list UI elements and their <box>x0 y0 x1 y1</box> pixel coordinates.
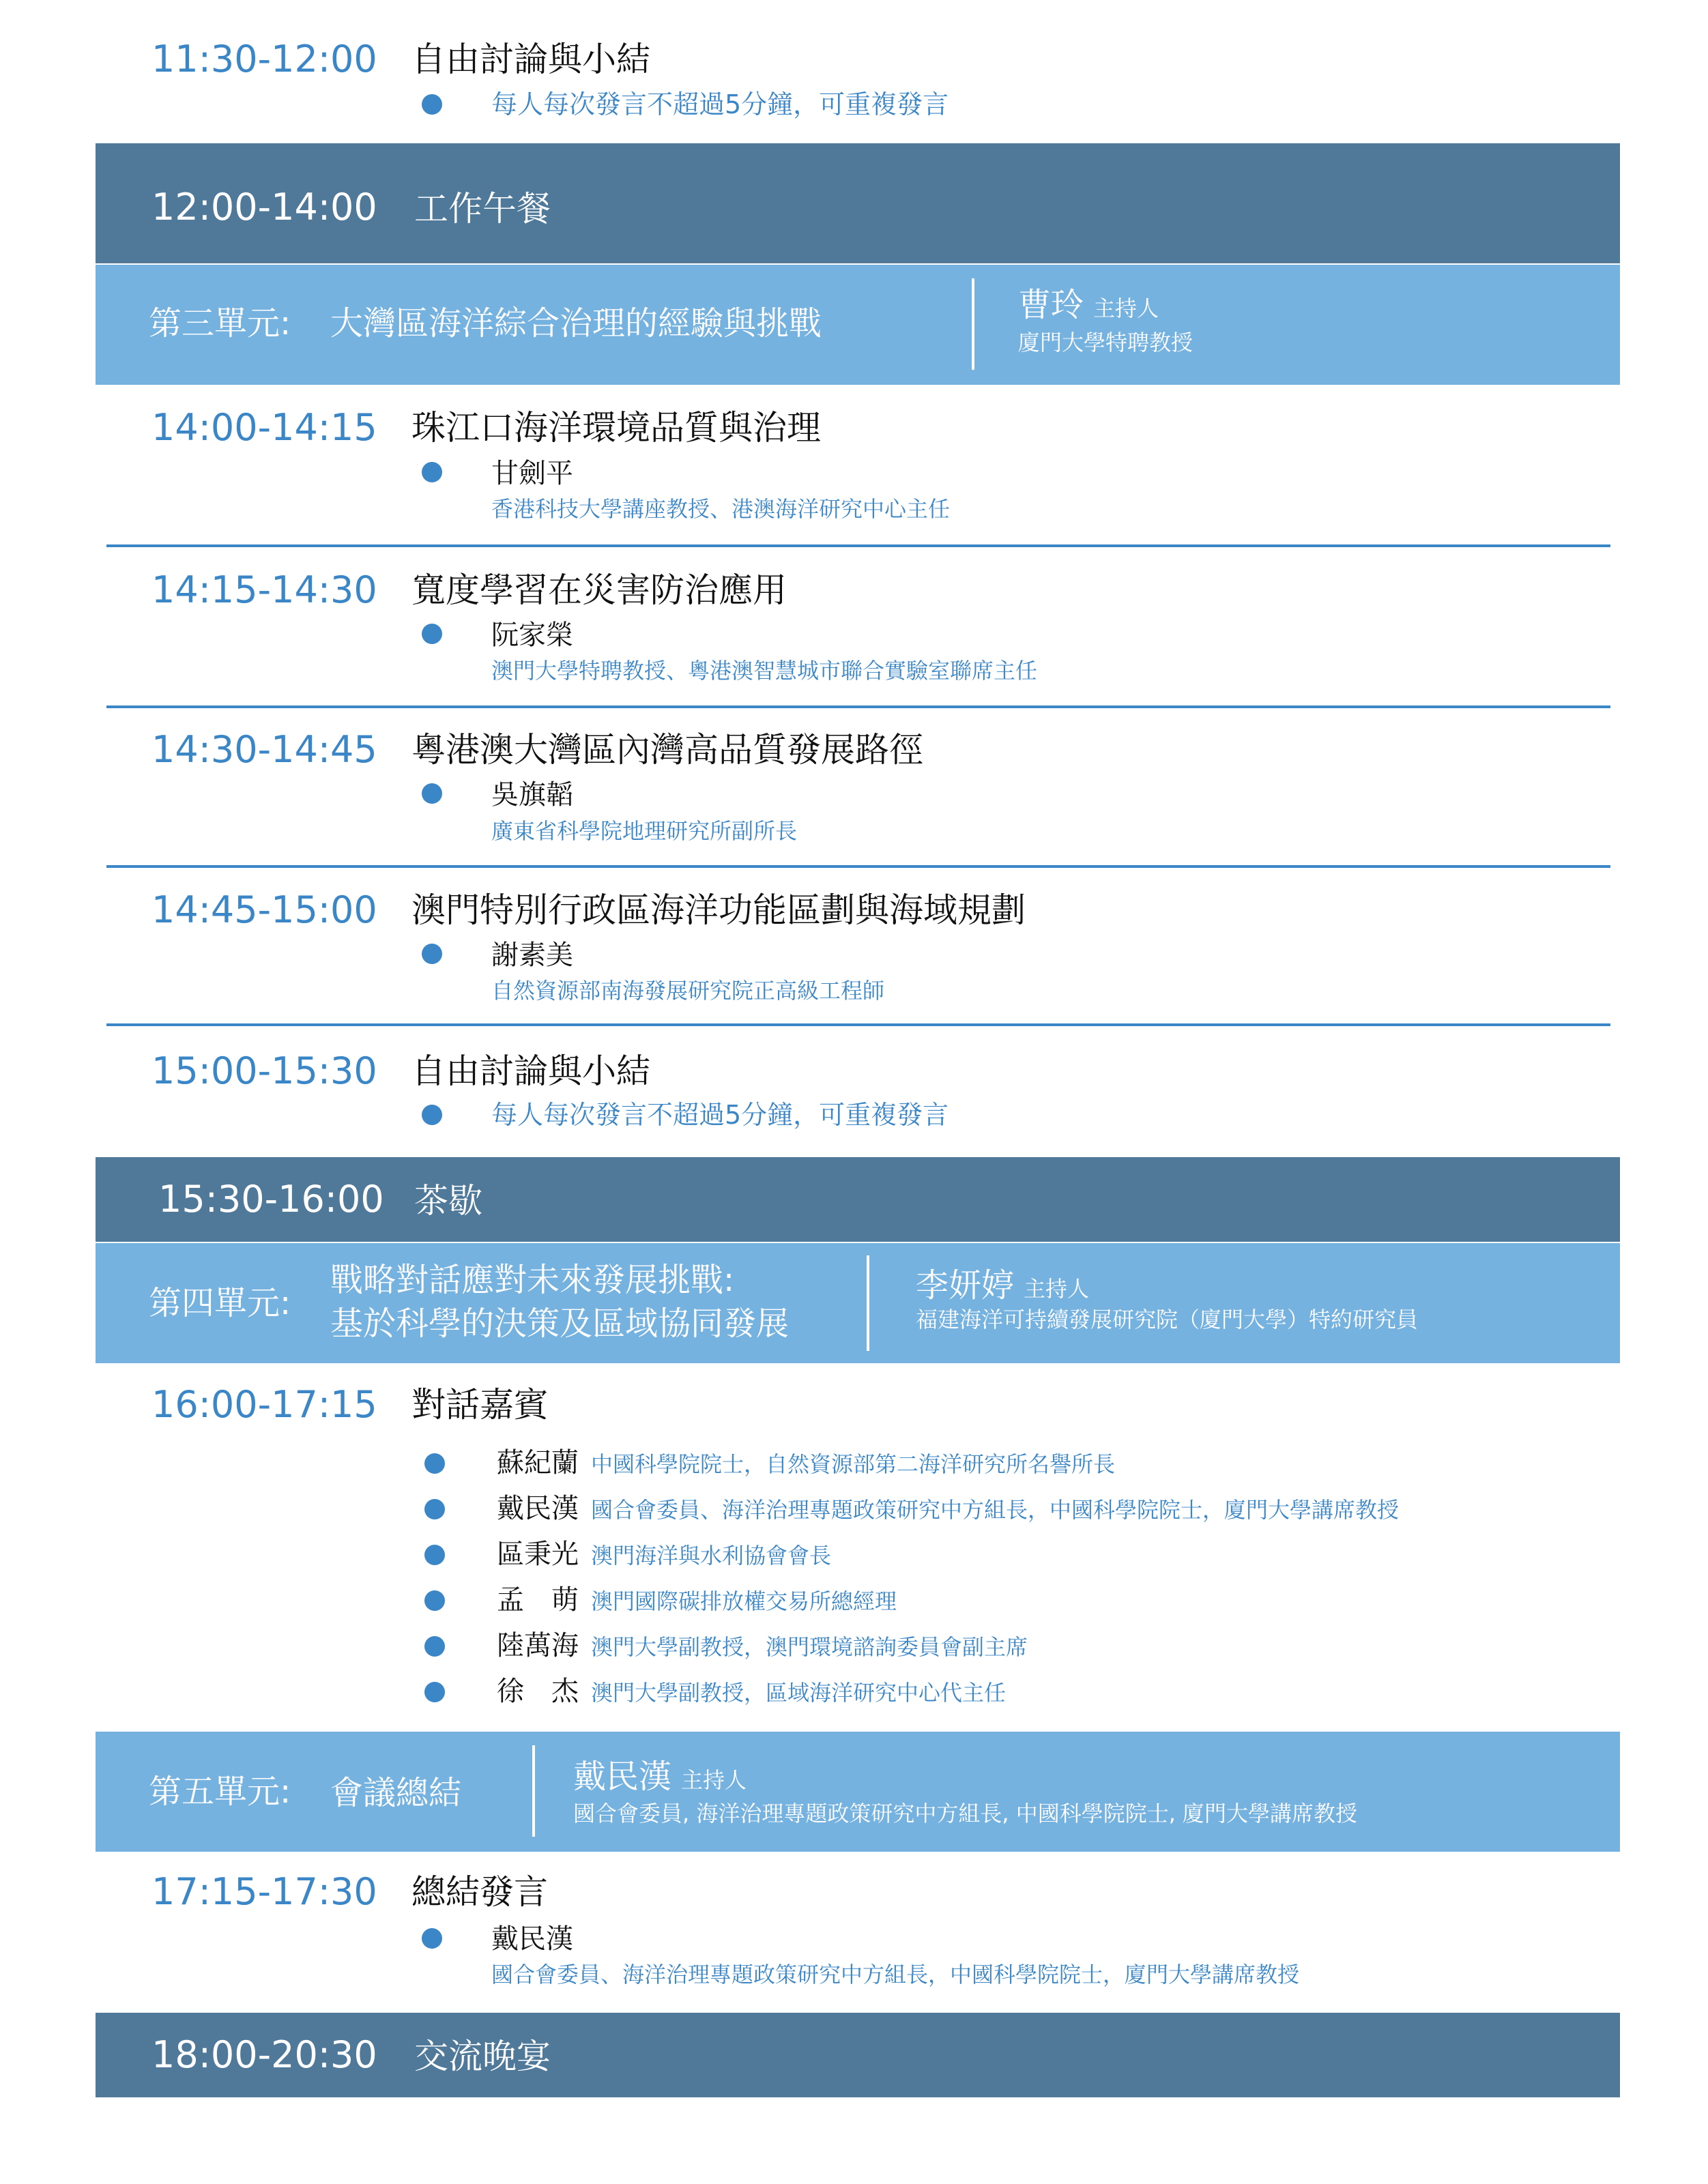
session-title: 總結發言 <box>411 1872 548 1912</box>
bullet-dot <box>424 1499 445 1519</box>
bullet-dot <box>422 944 442 964</box>
panelist-affiliation: 澳門大學副教授，區域海洋研究中心代主任 <box>591 1680 1007 1706</box>
session-time: 14:45-15:00 <box>151 888 377 931</box>
session-time: 14:30-14:45 <box>151 728 377 771</box>
speaker-name: 阮家榮 <box>491 620 573 651</box>
break-time: 12:00-14:00 <box>151 186 377 229</box>
bullet-dot <box>424 1453 445 1474</box>
session-title: 澳門特別行政區海洋功能區劃與海域規劃 <box>411 890 1026 930</box>
chair-affiliation: 福建海洋可持續發展研究院（廈門大學）特約研究員 <box>916 1307 1419 1333</box>
speaker-affiliation: 自然資源部南海發展研究院正高級工程師 <box>491 978 885 1004</box>
session-time: 11:30-12:00 <box>151 38 377 81</box>
divider-line <box>106 705 1610 708</box>
bullet-dot <box>422 462 442 482</box>
chair <box>1018 286 1159 324</box>
session-time: 14:00-14:15 <box>151 406 377 449</box>
session-note: 每人每次發言不超過5分鐘，可重複發言 <box>491 1100 949 1130</box>
bullet-dot <box>422 783 442 804</box>
panelist-affiliation: 國合會委員、海洋治理專題政策研究中方組長，中國科學院院士，廈門大學講席教授 <box>591 1497 1400 1523</box>
panelist-name: 戴民漢 <box>497 1493 579 1524</box>
bullet-dot <box>422 1928 442 1949</box>
unit-label: 第四單元: <box>149 1284 291 1322</box>
chair-affiliation: 國合會委員, 海洋治理專題政策研究中方組長, 中國科學院院士, 廈門大學講席教授 <box>573 1801 1358 1826</box>
session-title: 粵港澳大灣區內灣高品質發展路徑 <box>411 730 923 770</box>
unit-title-line2: 基於科學的決策及區域協同發展 <box>330 1305 790 1343</box>
speaker-affiliation: 澳門大學特聘教授、粵港澳智慧城市聯合實驗室聯席主任 <box>491 658 1038 684</box>
session-time: 15:00-15:30 <box>151 1049 377 1092</box>
session-note: 每人每次發言不超過5分鐘，可重複發言 <box>491 89 949 119</box>
bullet-dot <box>422 94 442 115</box>
panelist-affiliation: 澳門海洋與水利協會會長 <box>591 1543 832 1569</box>
speaker-name: 甘劍平 <box>491 458 573 489</box>
divider <box>867 1255 869 1351</box>
divider-line <box>106 544 1610 547</box>
speaker-affiliation: 廣東省科學院地理研究所副所長 <box>491 818 798 844</box>
panelist-affiliation: 澳門大學副教授，澳門環境諮詢委員會副主席 <box>591 1634 1028 1660</box>
unit-title: 會議總結 <box>330 1774 462 1812</box>
break-title: 交流晚宴 <box>414 2037 551 2076</box>
unit-label: 第五單元: <box>149 1773 291 1811</box>
bullet-dot <box>422 624 442 644</box>
speaker-name: 吳旗韜 <box>491 779 573 811</box>
chair-role: 主持人 <box>1093 295 1159 321</box>
session-title: 對話嘉賓 <box>411 1385 548 1425</box>
unit-banner <box>96 1732 1620 1852</box>
unit-banner <box>96 1243 1620 1363</box>
break-title: 茶歇 <box>414 1181 482 1221</box>
unit-title: 大灣區海洋綜合治理的經驗與挑戰 <box>330 304 822 343</box>
panelist-name: 陸萬海 <box>497 1630 579 1661</box>
panelist-name: 蘇紀蘭 <box>497 1447 579 1479</box>
divider-line <box>106 1023 1610 1026</box>
speaker-name: 戴民漢 <box>491 1923 573 1955</box>
chair <box>916 1266 1090 1305</box>
panelist-name: 區秉光 <box>497 1539 579 1570</box>
divider-line <box>106 865 1610 868</box>
session-time: 17:15-17:30 <box>151 1870 377 1913</box>
panelist-affiliation: 中國科學院院士，自然資源部第二海洋研究所名譽所長 <box>591 1451 1116 1477</box>
session-time: 16:00-17:15 <box>151 1383 377 1426</box>
bullet-dot <box>424 1636 445 1657</box>
speaker-affiliation: 國合會委員、海洋治理專題政策研究中方組長，中國科學院院士，廈門大學講席教授 <box>491 1962 1300 1988</box>
chair-name: 曹玲 <box>1018 286 1084 324</box>
speaker-affiliation: 香港科技大學講座教授、港澳海洋研究中心主任 <box>491 496 951 522</box>
bullet-dot <box>422 1105 442 1125</box>
panelist-name: 孟 萌 <box>497 1584 579 1616</box>
divider <box>972 278 974 370</box>
session-title: 自由討論與小結 <box>411 40 650 79</box>
break-time: 15:30-16:00 <box>158 1178 384 1221</box>
break-time: 18:00-20:30 <box>151 2033 377 2076</box>
chair-affiliation: 廈門大學特聘教授 <box>1018 330 1193 355</box>
session-title: 自由討論與小結 <box>411 1051 650 1091</box>
session-title: 寬度學習在災害防治應用 <box>411 570 787 610</box>
chair <box>573 1758 747 1796</box>
session-title: 珠江口海洋環境品質與治理 <box>411 408 821 448</box>
panelist-name: 徐 杰 <box>497 1676 579 1707</box>
unit-banner <box>96 265 1620 385</box>
chair-name: 戴民漢 <box>573 1758 672 1796</box>
unit-title-line1: 戰略對話應對未來發展挑戰: <box>330 1261 735 1299</box>
chair-name: 李妍婷 <box>916 1266 1015 1305</box>
chair-role: 主持人 <box>1024 1276 1090 1302</box>
break-title: 工作午餐 <box>414 189 551 229</box>
unit-label: 第三單元: <box>149 304 291 343</box>
panelist-affiliation: 澳門國際碳排放權交易所總經理 <box>591 1588 897 1614</box>
bullet-dot <box>424 1545 445 1565</box>
bullet-dot <box>424 1590 445 1611</box>
divider <box>532 1745 535 1837</box>
speaker-name: 謝素美 <box>491 940 573 971</box>
chair-role: 主持人 <box>681 1767 747 1793</box>
bullet-dot <box>424 1682 445 1702</box>
session-time: 14:15-14:30 <box>151 568 377 611</box>
